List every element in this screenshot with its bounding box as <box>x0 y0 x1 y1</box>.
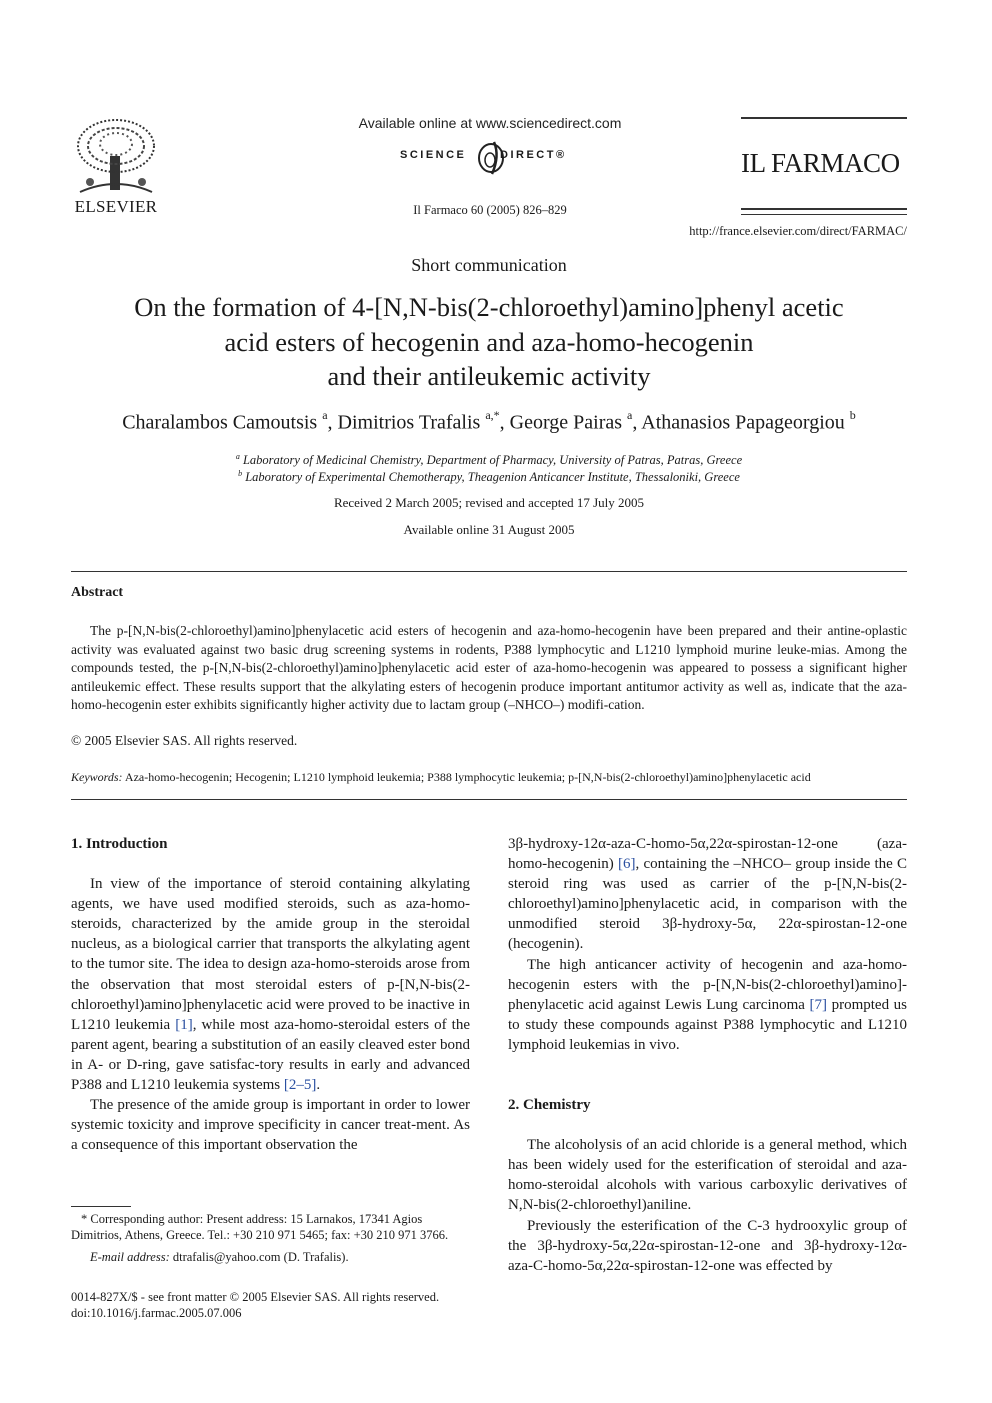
text-run: The high anticancer activity of hecogenin and aza-homo-hecogenin esters with the p-[N,N-bis(2-chloroethyl)amino]-phenylacetic acid against Lewis Lung carcinoma <box>508 956 907 1013</box>
chemistry-paragraph-1: The alcoholysis of an acid chloride is a general method, which has been widely used for the esterification of steroidal and aza-homo-steroidal alcohols with various carboxylic derivatives of N,N-bis(2-chloroethyl)aniline. <box>508 1137 907 1214</box>
intro-paragraph-4 <box>508 955 907 1055</box>
front-matter <box>71 1289 470 1321</box>
affiliation-b <box>60 469 918 485</box>
abstract-paragraph: The p-[N,N-bis(2-chloroethyl)amino]phenylacetic acid esters of hecogenin and aza-homo-hecogenin have been prepared and their antine-oplastic activity was evaluated against two basic drug screening systems in rodents, P388 lymphocytic and L1210 lymphoid murine leuke-mias. Among the compounds tested, the p-[N,N-bis(2-chloroethyl)amino]phenylacetic acid ester of aza-homo-hecogenin was appeared to possess a significant higher antileukemic effect. These results support that the alkylating esters of hecogenin produce important antitumor activity as well as, indicate that the aza-homo-hecogenin ester exhibits significantly higher activity due to lactam group (–NHCO–) modifi-cation. <box>71 623 907 712</box>
front-matter-text: 0014-827X/$ - see front matter © 2005 Elsevier SAS. All rights reserved. <box>71 1290 440 1304</box>
author-name[interactable]: Charalambos Camoutsis <box>122 411 318 434</box>
available-online-text: Available online at www.sciencedirect.com <box>358 115 622 131</box>
affiliation-text: Laboratory of Experimental Chemotherapy, Theagenion Anticancer Institute, Thessaloniki, Greece <box>245 470 740 485</box>
reference-link-1[interactable]: [1] <box>175 1016 193 1033</box>
affiliation-mark: a <box>235 452 240 461</box>
elsevier-wordmark: ELSEVIER <box>74 197 158 216</box>
intro-heading: 1. Introduction <box>71 836 168 852</box>
title-line-3: and their antileukemic activity <box>327 361 651 391</box>
chemistry-heading: 2. Chemistry <box>508 1097 591 1114</box>
intro-paragraph-1 <box>71 874 470 1095</box>
author-affil-mark: b <box>849 408 856 422</box>
author-name[interactable]: Dimitrios Trafalis <box>337 411 481 434</box>
journal-url-link[interactable]: http://france.elsevier.com/direct/FARMAC/ <box>689 224 907 238</box>
chemistry-paragraph-2: Previously the esterification of the C-3 hydrooxylic group of the 3β-hydroxy-5α,22α-spirostan-12-one and 3β-hydroxy-12α-aza-C-homo-5α,22α-spirostan-12-one was effected by <box>508 1217 907 1274</box>
corresponding-text: * Corresponding author: Present address: 15 Larnakos, 17341 Agios Dimitrios, Athens, Greece. Tel.: +30 210 971 5465; fax: +30 210 971 3766. <box>71 1212 449 1242</box>
author-affil-mark: a,* <box>485 408 500 422</box>
sciencedirect-direct-word: DIRECT® <box>500 149 567 161</box>
journal-rule-top <box>741 117 907 119</box>
right-column <box>508 834 907 1276</box>
author-list: Charalambos Camoutsis $^a$, Dimitrios Trafalis $^{a,*}$, George Pairas $^a$, Athanasios Papageorgiou $^b$ <box>122 408 856 434</box>
email-line <box>71 1249 470 1265</box>
title-line-2: acid esters of hecogenin and aza-homo-hecogenin <box>224 326 754 357</box>
left-column <box>71 834 470 1155</box>
email-link[interactable]: dtrafalis@yahoo.com (D. Trafalis). <box>172 1250 349 1264</box>
intro-paragraph-2: The presence of the amide group is important in order to lower systemic toxicity and improve specificity in cancer treat-ment. As a consequence of this important observation the <box>71 1097 470 1154</box>
text-run: . <box>316 1077 321 1094</box>
author-name[interactable]: George Pairas <box>509 411 623 434</box>
text-run: 3β-hydroxy-12α-aza-C-homo-5α,22α-spirostan-12-one (aza-homo-hecogenin) <box>508 836 907 873</box>
title-line-1: On the formation of 4-[N,N-bis(2-chloroethyl)amino]phenyl acetic <box>134 292 844 322</box>
article-type: Short communication <box>411 255 567 275</box>
abstract-copyright: © 2005 Elsevier SAS. All rights reserved. <box>71 733 298 748</box>
doi-link[interactable]: doi:10.1016/j.farmac.2005.07.006 <box>71 1306 242 1320</box>
author-name[interactable]: Athanasios Papageorgiou <box>641 411 845 434</box>
journal-rule-bottom <box>741 208 907 215</box>
available-date: Available online 31 August 2005 <box>403 522 575 537</box>
keywords-list: Aza-homo-hecogenin; Hecogenin; L1210 lymphoid leukemia; P388 lymphocytic leukemia; p-[N,N-bis(2-chloroethyl)amino]phenylacetic acid <box>124 770 811 784</box>
sciencedirect-science-word: SCIENCE <box>400 149 467 161</box>
keywords-label: Keywords: <box>71 770 123 784</box>
abstract-rule-bottom <box>71 799 907 800</box>
keywords <box>71 770 907 785</box>
author-affil-mark: a <box>322 408 328 422</box>
reference-link-6[interactable]: [6] <box>618 856 636 873</box>
affiliation-text: Laboratory of Medicinal Chemistry, Department of Pharmacy, University of Patras, Patras, Greece <box>242 453 743 468</box>
received-dates: Received 2 March 2005; revised and accepted 17 July 2005 <box>333 495 645 510</box>
reference-link-7[interactable]: [7] <box>809 996 828 1013</box>
abstract-rule-top <box>71 571 907 572</box>
abstract-heading: Abstract <box>71 585 124 600</box>
article-title <box>60 290 918 394</box>
reference-link-2-5[interactable]: [2–5] <box>283 1077 317 1094</box>
abstract-body <box>71 622 907 715</box>
intro-paragraph-3 <box>508 834 907 955</box>
text-run: prompted us to study these compounds against P388 lymphocytic and L1210 lymphoid leukemias in vivo. <box>508 996 907 1053</box>
author-affil-mark: a <box>627 408 633 422</box>
email-label: E-mail address: <box>90 1250 170 1264</box>
text-run: , containing the –NHCO– group inside the C steroid ring was used as carrier of the p-[N,N-bis(2-chloroethyl)amino]phenylacetic acid, in comparison with the unmodified steroid 3β-hydroxy-5α, 22α-spirostan-12-one (hecogenin). <box>508 856 907 953</box>
affiliation-a <box>60 452 918 468</box>
footnote-rule <box>71 1206 131 1207</box>
journal-citation: Il Farmaco 60 (2005) 826–829 <box>413 203 567 217</box>
affiliation-mark: b <box>238 469 243 478</box>
text-run: In view of the importance of steroid containing alkylating agents, we have used modified steroids, such as aza-homo-steroids, characterized by the amide group in the steroidal nucleus, as a biological carrier that transports the alkylating agent to the tumor site. The idea to design aza-homo-steroids arose from the observation that most steroidal esters of p-[N,N-bis(2-chloroethyl)amino]phenylacetic acid were proved to be inactive in L1210 leukemia <box>71 876 470 1033</box>
text-run: , while most aza-homo-steroidal esters of the parent agent, bearing a substitution of an easily cleaved ester bond in A- or D-ring, gave satisfac-tory results in early and advanced P388 and L1210 leukemia systems <box>71 1016 470 1094</box>
corresponding-author-footnote <box>71 1211 470 1265</box>
journal-name: IL FARMACO <box>741 148 900 178</box>
